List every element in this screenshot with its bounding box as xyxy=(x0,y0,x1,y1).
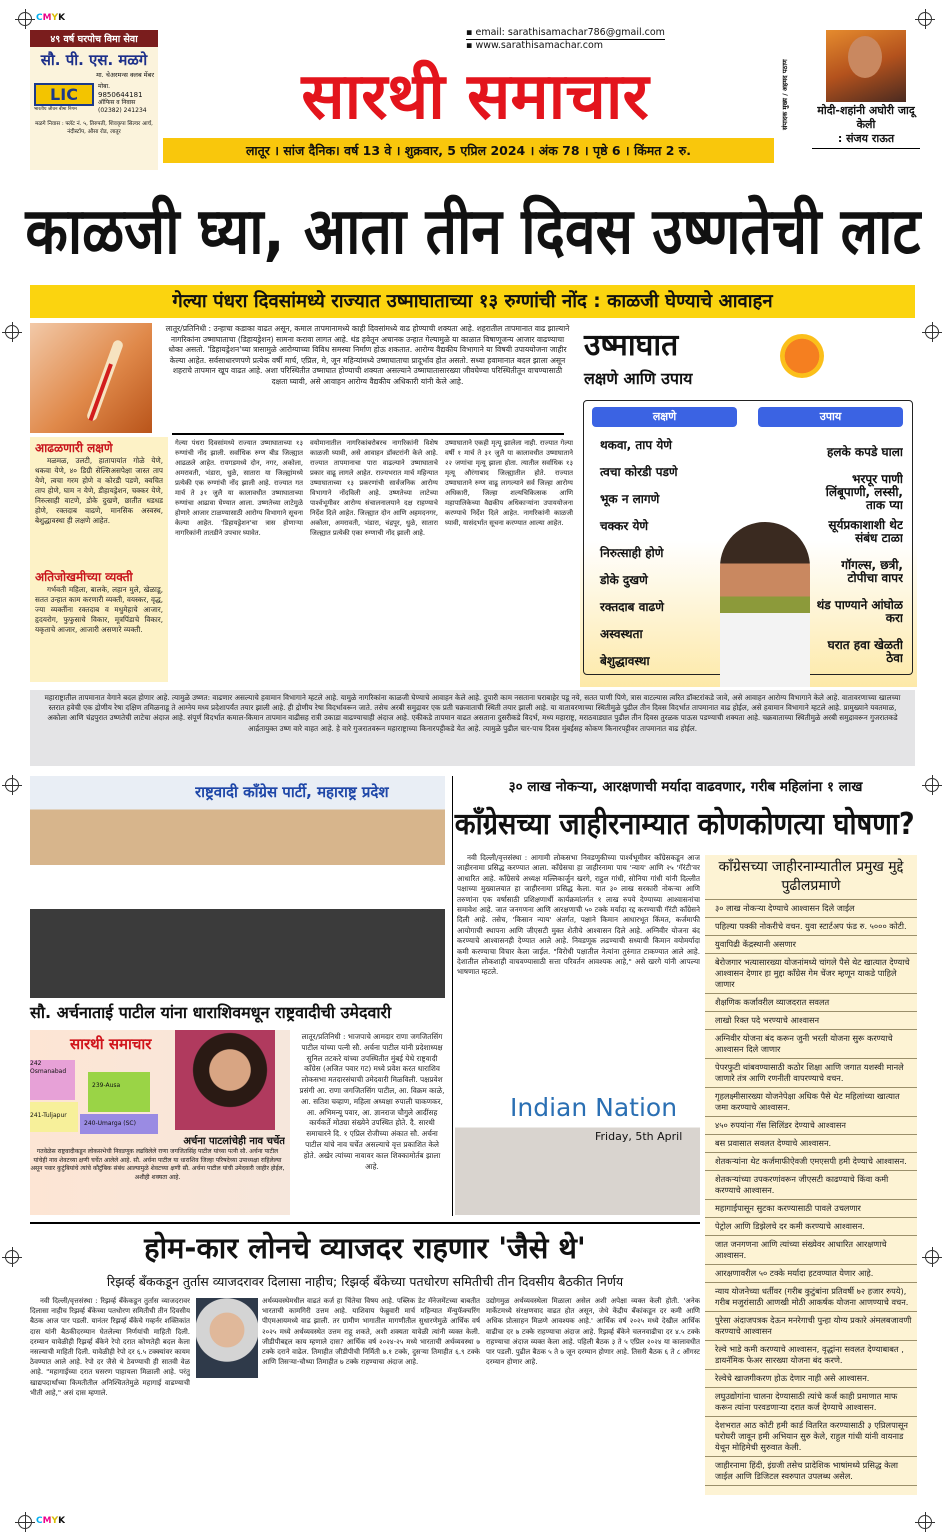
remedy-item: थंड पाण्याने आंघोळ करा xyxy=(816,598,903,625)
remedy-item: गॉगल्स, छत्री, टोपीचा वापर xyxy=(841,558,903,585)
manifesto-item: जात जनगणना आणि त्यांच्या संख्येवर आधारित आरक्षणाचे आश्वासन. xyxy=(705,1236,917,1265)
ad-address: मळगे निवास : फ्लॅट नं. ५, तिरुपती, शिवकृपा सिल्वर आर्च, नंदीस्टॉप, औसा रोड, लातूर xyxy=(35,121,153,135)
manifesto-item: पुरेसा अंदाजपत्रक देऊन मनरेगाची पुन्हा योग्य प्रकारे अंमलबजावणी करण्याचे आश्वासन xyxy=(705,1312,917,1341)
map-label: 240-Umarga (SC) xyxy=(84,1120,136,1127)
map-label: 242 Osmanabad xyxy=(30,1060,67,1075)
ncp-box-title: अर्चना पाटलांचेही नाव चर्चेत xyxy=(183,1136,285,1147)
side-story-title: मोदी-शहांनी अघोरी जादू केली xyxy=(817,104,915,131)
ad-banner xyxy=(30,30,158,47)
heat-thermometer-photo xyxy=(30,323,152,433)
symptoms-tab: लक्षणे xyxy=(592,407,737,427)
manifesto-item: पेट्रोल आणि डिझेलचे दर कमी करण्याचे आश्वासन. xyxy=(705,1218,917,1236)
ncp-map-graphic xyxy=(30,1030,290,1215)
congress-article-text: नवी दिल्ली/वृत्तसंस्था : आगामी लोकसभा निवडणुकीच्या पार्श्वभूमीवर काँग्रेसकडून आज जाहीरनामा प्रसिद्ध करण्यात आला. काँग्रेसचा हा जाहीरनामा पाच 'न्याय' आणि २५ 'गॅरंटी'वर आधारित आहे. काँग्रेसचे अध्यक्ष मल्लिकार्जुन खरगे, राहुल गांधी, सोनिया गांधी यांनी दिल्लीत पक्षाच्या मुख्यालयात हा जाहीरनामा प्रसिद्ध केला. यात ३० लाख सरकारी नोकऱ्या आणि तरुणांना एक वर्षासाठी प्रशिक्षणार्थी कार्यक्रमांतर्गत १ लाख रुपये देण्याच्या आश्वासनांचा समावेश आहे. जात जनगणना आणि आरक्षणाची ५० टक्के मर्यादा रद्द करण्याची गॅरंटी काँग्रेसने दिली आहे. तसेच, 'किसान न्याय' अंतर्गत, पक्षाने किमान आधारभूत किंमत, कर्जमाफी आयोगाची स्थापना आणि जीएसटी मुक्त शेतीचे आश्वासन दिले आहे. अग्निवीर योजना बंद करण्याचे आश्वासनही देण्यात आले आहे. निवडणूक लढण्याची सध्याची किमान वयोमर्यादा कमी करण्याचा विचार केला जाईल. "विरोधी पक्षातील नेत्यांना तुरुंगात टाकण्यात आले आहे. देशातील लोकशाही वाचवण्यासाठी सत्ता परिवर्तन आवश्यक आहे," असे खरगे यांनी आपल्या भाषणात म्हटले. xyxy=(457,853,700,977)
remedies-list xyxy=(808,432,903,672)
registration-mark xyxy=(925,778,939,792)
rbi-subhead-text: रिझर्व्ह बँककडून तुर्तास व्याजदरावर दिलासा नाहीच; रिझर्व्ह बँकेच्या पतधोरण समितीची तीन दिवसीय बैठकीत निर्णय xyxy=(106,1274,624,1289)
masthead-info-bar xyxy=(163,138,774,163)
manifesto-item: रेल्वे भाडे कमी करण्याचे आश्वासन, वृद्धांना सवलत देण्याबाबत , डायनॅमिक फेअर सारख्या योजना बंद करणे. xyxy=(705,1341,917,1370)
registration-mark xyxy=(18,12,32,26)
rbi-column-1: नवी दिल्ली/वृत्तसंस्था : रिझर्व्ह बँकेकडून तुर्तास व्याजदरावर दिलासा नाहीच रिझर्व्ह बँकेच्या पतधोरण समितीची तीन दिवसीय बैठक आज पार पडली. यानंतर रिझर्व्ह बँकेचे गव्हर्नर शक्तिकांत दास यांनी बैठकीदरम्यान घेतलेल्या निर्णयांची माहिती दिली. दरम्यान यावेळीही रिझर्व्ह बँकेने रेपो दरात कोणतेही बदल केला नसल्याची माहिती दिली. यावेळीही रेपो दर ६.५ टक्क्यांवर कायम ठेवण्यात आले आहे. रेपो दर जैसे थे ठेवण्याची ही सातवी वेळ आहे. "महागाईच्या दरात घसरण पाहायला मिळाली आहे. परंतु खाद्यपदार्थांच्या किमतीतील अनिश्चिततेमुळे महागाई वाढण्याची भीती आहे," असं दास म्हणाले. xyxy=(30,1297,190,1397)
lead-column-1: गेल्या पंधरा दिवसांमध्ये राज्यात उष्माघाताच्या १३ रुग्णांची नोंद झाली. सर्वाधिक रुग्ण बीड जिल्ह्यात आढळले आहेत. रायगडमध्ये दोन, नगर, अकोला, अमरावती, भंडारा, धुळे, सातारा या जिल्ह्यांमध्ये प्रत्येकी एक रुग्णांची नोंद झाली आहे. राज्यात गत मार्च ते ३१ जुलै या कालावधीत उष्माघाताच्या रुग्णांचा आढावा घेण्यात आला. उष्णतेच्या लाटेमुळे होणारे आजार टाळण्यासाठी आरोग्य विभागाने सूचना केल्या आहेत. 'डिहायड्रेशन'चा त्रास होणाऱ्या नागरिकांनी तातडीने उपचार घ्यावेत. xyxy=(175,439,303,537)
contact-website[interactable]: ▪ www.sarathisamachar.com xyxy=(466,40,604,51)
manifesto-item: ३० लाख नोकऱ्या देण्याचे आश्वासन दिले जाईल xyxy=(705,900,917,918)
manifesto-item: ४५० रुपयांना गॅस सिलिंडर देण्याचे आश्वासन xyxy=(705,1117,917,1135)
remedy-item: हलके कपडे घाला xyxy=(827,444,903,459)
manifesto-list xyxy=(705,900,917,1486)
map-region-umarga xyxy=(80,1114,158,1134)
infographic-subtitle: लक्षणे आणि उपाय xyxy=(584,369,693,388)
weather-summary: महाराष्ट्रातील तापमानात वेगाने बदल होणार आहे. त्यामुळे उष्णत: वाढणार असल्याचे हवामान विभागाने म्हटले आहे. यामुळे नागरिकांना काळजी घेण्याचे आवाहन केले आहे. दुपारी काम नसताना घराबाहेर पडू नये, सतत पाणी पिणे, त्रास वाटल्यास त्वरित डॉक्टरांकडे जावे, असे आवाहन आरोग्य विभागाने केले आहे. वातावरणाच्या खालच्या स्तरात हवेची एक द्रोणीय रेषा दक्षिण तमिळनाडू ते आग्नेय मध्य प्रदेशापर्यंत तयार झाली आहे. ही द्रोणीय रेषा विदर्भावरून जाते. तसेच अरबी समुद्रावर एक प्रती चक्रवाताची स्थिती तयार झाली आहे. या वातावरणाच्या स्थितीमुळे पुढील तीन दिवस विदर्भात तापमानात वाढ होईल, असे हवामान विभागाने म्हटले आहे. प्रामुख्याने यवतमाळ, अकोला आणि चंद्रपुरात उष्णतेची लाटेचा अंदाज आहे. संपूर्ण विदर्भात कमाल-किमान तापमान वाढीसह रात्री उकाडा वाढण्याचाही अंदाज आहे. एकीकडे तापमान वाढत असताना दुसरीकडे विदर्भ, मध्य महाराष्ट्र, मराठवाड्यात पुढील तीन दिवस तुरळक पाऊस पडण्याची शक्यता आहे. चक्रवाताच्या स्थितीमुळे अरबी समुद्रावरून गुजरातकडे आर्द्रतायुक्त उष्ण वारे वाहत आहे. हे वारे गुजरातवरून महाराष्ट्राच्या किनारपट्टीकडे येत आहे. त्यामुळे पुढील चार-पाच दिवस मुंबईसह कोकण किनारपट्टीवर तापमानात वाढ होईल. xyxy=(30,690,915,766)
ncp-banner: राष्ट्रवादी काँग्रेस पार्टी, महाराष्ट्र प्रदेश xyxy=(195,783,389,801)
side-story-byline: : संजय राऊत xyxy=(837,132,895,145)
symptoms-list xyxy=(600,432,725,675)
masthead-title-text: सारथी समाचार xyxy=(301,60,649,134)
high-risk-text: गर्भवती महिला, बालके, लहान मुले, खेळाडू, सतत उन्हात काम करणारी व्यक्ती, वयस्कर, वृद्ध, ज्या व्यक्तींना रक्तदाब व मधुमेहाचे आजार, हृदयरोग, फुफुसाचे विकार, मूत्रपिंडाचे विकार, यकृताचे आजार, आजारी असणारे व्यक्ती. xyxy=(35,585,163,634)
masthead-title xyxy=(185,58,765,136)
lead-headline xyxy=(25,188,920,276)
contact-email[interactable]: ▪ email: sarathisamachar786@gmail.com xyxy=(466,27,665,38)
registration-mark xyxy=(925,325,939,339)
lic-advertisement xyxy=(30,30,158,170)
symptom-item: त्वचा कोरडी पडणे xyxy=(600,465,678,479)
high-risk-heading: अतिजोखमीच्या व्यक्ती xyxy=(35,570,133,584)
ad-title xyxy=(30,70,158,79)
rbi-column-3: उद्योगमुळ अर्थव्यवस्थेला मिळाला असेल अशी अपेक्षा व्यक्त केली होती. 'अनेक मार्केटमध्ये संरक्षणवाद वाढत होत असून, जेथे केंद्रीय बँकांकडून दर कमी आणि अधिक प्रोत्साहन मिळणे आवश्यक आहे.' आर्थिक वर्ष २०२५ मध्ये देखील आर्थिक वाढीचा दर ७ टक्के राहण्याचा अंदाज आहे. रिझर्व्ह बँकेने चलनवाढीचा दर ४.५ टक्के राहण्याचा अंदाज व्यक्त केला आहे. पहिली बैठक ३ ते ५ एप्रिल २०२४ या कालावधीत पार पडली. पुढील बैठक ५ ते ७ जून दरम्यान होणार आहे. तिसरी बैठक ६ ते ८ ऑगस्ट दरम्यान होणार आहे. xyxy=(486,1297,700,1367)
manifesto-item: जाहीरनामा हिंदी, इंग्रजी तसेच प्रादेशिक भाषांमध्ये प्रसिद्ध केला जाईल आणि डिजिटल स्वरुपात उपलब्ध असेल. xyxy=(705,1457,917,1486)
shaktikanta-das-photo xyxy=(196,1298,258,1378)
website-text: www.sarathisamachar.com xyxy=(475,40,604,51)
manifesto-item: न्याय योजनेच्या धर्तीवर (गरीब कुटुंबांना प्रतिवर्षी ७२ हजार रुपये), गरीब मजुरांसाठी आणखी मोठी आकर्षक योजना आणण्याचे वचन. xyxy=(705,1283,917,1312)
manifesto-item: लाखो रिक्त पदे भरण्याचे आश्वासन xyxy=(705,1012,917,1030)
office-label: ऑफिस व निवास xyxy=(98,99,136,106)
phone-label: मोबा. xyxy=(98,83,111,90)
manifesto-title: काँग्रेसच्या जाहीरनाम्यातील प्रमुख मुद्दे पुढीलप्रमाणे xyxy=(705,855,917,900)
lead-subhead-text: गेल्या पंधरा दिवसांमध्ये राज्यात उष्माघाताच्या १३ रुग्णांची नोंद : काळजी घेण्याचे आवाहन xyxy=(172,291,773,312)
symptom-item: भूक न लागणे xyxy=(600,492,660,506)
infographic-title: उष्माघात xyxy=(584,328,679,363)
lic-logo-subtitle: भारतीय जीवन बीमा निगम xyxy=(34,107,77,112)
manifesto-item: पेपरफुटी थांबवण्यासाठी कठोर शिक्षा आणि जगात यशस्वी मानले जाणारे तंत्र आणि रणनीती वापरण्याचे वचन. xyxy=(705,1059,917,1088)
ncp-box-text: गतवेळेस राष्ट्रवादीकडून लोकसभेची निवडणूक लढविलेले राणा जगजितसिंह पाटील यांच्या पत्नी सौ. अर्चना पाटील यांचेही नाव शेवटच्या क्षणी चर्चेत आलेले आहे. सौ. अर्चना पाटील या धाराशिव जिल्हा परिषदेच्या उपाध्यक्षा राहिलेल्या असून पवार कुटुंबियांचे त्यांचे कौटुंबिक संबंध आल्यामुळे शेवटच्या क्षणी सौ. अर्चना पाटील यांची उमेदवारी जाहीर होईल, अशीही शक्यता आहे. xyxy=(30,1148,285,1181)
symptom-item: अस्वस्थता xyxy=(600,627,643,641)
cmyk-mark: CMYK xyxy=(36,13,66,23)
manifesto-item: शेतकऱ्यांच्या उपकरणांवरून जीएसटी काढण्याचे किंवा कमी करण्याचे आश्वासन. xyxy=(705,1171,917,1200)
office-phone: (02382) 241234 xyxy=(98,107,147,114)
ad-phone: 9850644181 xyxy=(98,91,143,99)
registration-mark xyxy=(5,778,19,792)
map-label: 241-Tuljapur xyxy=(30,1112,67,1119)
man-shading-eyes-photo xyxy=(720,522,810,687)
map-region-tuljapur xyxy=(30,1102,78,1132)
symptom-item: चक्कर येणे xyxy=(600,519,649,533)
ad-title-text: मा. चेअरमन्स क्लब मेंबर xyxy=(96,71,154,79)
manifesto-item: बेरोजगार भत्यासारख्या योजनांमध्ये चांगले पैसे थेट खात्यात देण्याचे आश्वासन देणार हा मुद्दा काँग्रेस गेम चेंजर म्हणून याकडे पाहिले जाणार xyxy=(705,954,917,994)
rbi-column-2: अर्थव्यवस्थेमधील वाढतं कर्ज हा चिंतेचा विषय आहे. पब्लिक डेट मॅनेजमेंटच्या बाबतीत भारताची कामगिरी उत्तम आहे. याशिवाय फेब्रुवारी मार्च महिन्यात मॅन्युफॅक्चरिंग पीएमआयमध्ये वाढ झाली. तर ग्रामीण भागातील मागणीतील सुधारणेमुळे आर्थिक वर्ष २०२५ मध्ये अर्थव्यवस्थेत उत्तम राहू शकते, अशी शक्यता यावेळी त्यांनी व्यक्त केली. जीडीपीबद्दल काय म्हणाले दास? आर्थिक वर्ष २०२४-२५ मध्ये भारताची अर्थव्यवस्था ७ टक्के दराने वाढेल. तिमाहीत जीडीपीची निर्मिती ७.१ टक्के, दुसऱ्या तिमाहीत ६.९ टक्के आणि तिसऱ्या-चौथ्या तिमाहीत ७ टक्के राहण्याचा अंदाज आहे. xyxy=(262,1297,480,1367)
masthead-info-text: लातूर । सांज दैनिक। वर्ष 13 वे । शुक्रवार, 5 एप्रिल 2024 । अंक 78 । पृष्ठे 6 । किंमत 2 रु. xyxy=(245,143,692,158)
lic-logo: LIC xyxy=(34,83,94,106)
ad-banner-text: ४९ वर्ष घरपोच विमा सेवा xyxy=(50,34,138,45)
archana-patil-photo xyxy=(175,1030,275,1130)
manifesto-item: देशभरात आठ कोटी हमी कार्ड वितरित करण्यासाठी ३ एप्रिलपासून घरोघरी जावून हमी अभियान सुरु केले, राहुल गांधी यांनी वायनाड येथून मोहिमेची सुरुवात केली. xyxy=(705,1417,917,1457)
heatstroke-infographic xyxy=(580,322,917,687)
rbi-headline xyxy=(30,1226,700,1270)
map-label: 239-Ausa xyxy=(92,1082,121,1089)
symptom-item: थकवा, ताप येणे xyxy=(600,438,672,452)
manifesto-item: शेतकऱ्यांना थेट कर्जमाफीऐवजी एमएसपी हमी देण्याचे आश्वासन. xyxy=(705,1153,917,1171)
lead-column-2: वयोमानातील नागरिकांबरोबरच नागरिकांनी विशेष काळजी घ्यावी, असे आवाहन डॉक्टरांनी केले आहे. राज्यात तापमानाचा पारा वाढल्याने उष्माघाताचे प्रकार वाढू लागले आहेत. राज्यभरात मार्च महिन्यात उष्माघाताच्या १३ प्रकरणांची सार्वजनिक आरोग्य विभागाने नोंदविली आहे. उष्णतेच्या लाटेच्या पार्श्वभूमीवर आरोग्य संचालनालयाने दक्ष राहण्याचे निर्देश दिले आहेत. जिल्ह्यात दोन आणि अहमदनगर, अकोला, अमरावती, भंडारा, चंद्रपूर, धुळे, सातारा जिल्ह्यात प्रत्येकी एका रुग्णाची नोंद झाली आहे. xyxy=(310,439,438,537)
registration-mark xyxy=(5,325,19,339)
manifesto-item: शैक्षणिक कर्जावरील व्याजदरात सवलत xyxy=(705,994,917,1012)
manifesto-item: महागाईपासून सुटका करण्यासाठी पावले उचलणार xyxy=(705,1200,917,1218)
registration-mark xyxy=(918,1515,932,1529)
ncp-headline xyxy=(30,1001,448,1025)
sanjay-raut-photo xyxy=(826,30,906,102)
rbi-headline-text: होम-कार लोनचे व्याजदर राहणार 'जैसे थे' xyxy=(144,1231,586,1265)
registration-mark xyxy=(925,1250,939,1264)
congress-headline xyxy=(455,801,915,849)
lead-column-3: उष्माघाताने एकही मृत्यू झालेला नाही. राज्यात गेल्या वर्षी १ मार्च ते ३१ जुलै या कालावधीत उष्माघाताने २२ जणांचा मृत्यू झाला होता. त्यातील सर्वाधिक १३ मृत्यू औरंगाबाद जिल्ह्यातील होते. राज्यात उष्माघाताने रुग्ण वाढू लागल्याने सर्व जिल्हा आरोग्य अधिकारी, जिल्हा शल्यचिकित्सक आणि महापालिकेच्या वैद्यकीय अधिकाऱ्यांना उपाययोजना करण्याचे निर्देश दिले आहेत. नागरिकांनी काळजी घ्यावी, यासंदर्भात सूचना करण्यात आल्या आहेत. xyxy=(445,439,573,527)
ncp-event-photo xyxy=(30,776,445,998)
registration-mark xyxy=(5,1250,19,1264)
manifesto-item: गृहलक्ष्मीसारख्या योजनेपेक्षा अधिक पैसे थेट महिलांच्या खात्यात जमा करण्याचे आश्वासन. xyxy=(705,1088,917,1117)
manifesto-item: लघुउद्योगांना चालना देण्यासाठी त्यांचे कर्ज काही प्रमाणात माफ करून त्यांना परवडणाऱ्या दरात कर्ज देण्याचे आश्वासन. xyxy=(705,1388,917,1417)
symptom-item: निरुत्साही होणे xyxy=(600,546,664,560)
side-story[interactable] xyxy=(812,104,920,149)
lead-headline-text: काळजी घ्या, आता तीन दिवस उष्णतेची लाट xyxy=(25,195,921,269)
manifesto-item: अग्निवीर योजना बंद करून जुनी भरती योजना सुरू करण्याचे आश्वासन दिले जाणार xyxy=(705,1030,917,1059)
congress-kicker-text: ३० लाख नोकऱ्या, आरक्षणाची मर्यादा वाढवणार, गरीब महिलांना १ लाख xyxy=(508,779,863,795)
remedy-item: सूर्यप्रकाशाशी थेट संबंध टाळा xyxy=(828,518,903,545)
manifesto-item: युवापिढी केंद्रस्थानी असणार xyxy=(705,936,917,954)
ncp-headline-text: सौ. अर्चनाताई पाटील यांना धाराशिवमधून राष्ट्रवादीची उमेदवारी xyxy=(30,1003,392,1022)
manifesto-points-box xyxy=(705,855,917,1495)
lead-subhead xyxy=(30,285,915,318)
remedy-item: घरात हवा खेळती ठेवा xyxy=(827,638,903,665)
map-region-ausa xyxy=(88,1072,150,1112)
congress-kicker xyxy=(458,777,913,797)
registration-mark xyxy=(18,1515,32,1529)
sarathi-logo: सारथी समाचार xyxy=(70,1035,152,1053)
ad-name xyxy=(30,50,158,70)
remedies-tab: उपाय xyxy=(758,407,903,427)
manifesto-item: पहिल्या पक्की नोकरीचे वचन. युवा स्टार्टअप फंड रु. ५००० कोटी. xyxy=(705,918,917,936)
congress-manifesto-photo xyxy=(455,1090,700,1215)
heat-sidebar xyxy=(30,437,168,682)
column-rule xyxy=(452,776,453,1216)
cmyk-mark: CMYK xyxy=(36,1516,66,1526)
manifesto-item: बस प्रवासात सवलत देण्याचे आश्वासन. xyxy=(705,1135,917,1153)
congress-headline-text: काँग्रेसच्या जाहीरनाम्यात कोणकोणत्या घोषणा? xyxy=(455,807,915,842)
banner-date: Friday, 5th April xyxy=(595,1130,683,1143)
symptom-item: डोके दुखणे xyxy=(600,573,648,587)
lead-intro: लातूर/प्रतिनिधी : उन्हाचा कडाका वाढत असून, कमाल तापमानामध्ये काही दिवसांमध्ये वाढ होण्याची शक्यता आहे. शहरातील तापमानात वाढ झाल्याने नागरिकांना उष्माघाताचा (डिहायड्रेशन) सामना करावा लागत आहे. थंड हवेतून अचानक उन्हात गेल्यामुळे या काळात विषाणूजन्य आजार वाढण्याचा धोका असतो. 'डिहायड्रेशन'च्या त्रासामुळे आरोग्याच्या विविध समस्या निर्माण होऊ शकतात. आरोग्य वैद्यकीय विभागाने या विषयी उपाययोजना जाहीर केल्या आहेत. सर्वसाधारणपणे प्रत्येक वर्षी मार्च, एप्रिल, मे, जून महिन्यांमध्ये उष्माघाताचा प्रादूर्भाव होत असतो. सध्या हवामानात बदल झाला असून शहराचे तापमान खूप वाढत आहे. अशा परिस्थितीत उष्माघात होण्याची शक्यता असल्याने उष्माघातासारख्या जीवघेण्या परिस्थितीतून वाचण्यासाठी दक्षता घ्यावी, असे आवाहन आरोग्य वैद्यकीय अधिकारी यांनी केले आहे. xyxy=(165,324,570,386)
manifesto-item: आरक्षणावरील ५० टक्के मर्यादा हटवण्यात येणार आहे. xyxy=(705,1265,917,1283)
divider xyxy=(172,433,564,435)
registration-mark xyxy=(918,12,932,26)
symptoms-text: मळमळ, उलटी, हातापायांत गोळे येणे, थकवा येणे, ४० डिग्री सेल्सिअसपेक्षा जास्त ताप येणे, त्वचा गरम होणे व कोरडी पडणे, क्वचित ताप होणे, घाम न येणे, डीहायड्रेशन, चक्कर येणे, निरुत्साही वाटणे, डोके दुखणे, छातीत धडधड होणे, रक्तदाब वाढणे, मानसिक अस्वस्थ, बेशुद्धावस्था ही लक्षणे आहेत. xyxy=(35,456,163,525)
sun-icon xyxy=(780,334,824,378)
symptom-item: रक्तदाब वाढणे xyxy=(600,600,664,614)
manifesto-item: रेल्वेचे खाजगीकरण होऊ देणार नाही असे आश्वासन. xyxy=(705,1370,917,1388)
ad-name-text: सौ. पी. एस. मळगे xyxy=(40,51,148,69)
symptoms-heading: आढळणारी लक्षणे xyxy=(35,441,113,455)
editor-credit: संपादक मुख्य / अहमद पठाण xyxy=(781,59,789,131)
symptom-item: बेशुद्धावस्था xyxy=(600,654,650,668)
remedy-item: भरपूर पाणी लिंबूपाणी, लस्सी, ताक प्या xyxy=(825,472,903,512)
map-region-osmanabad xyxy=(30,1060,75,1100)
divider xyxy=(30,1222,700,1224)
indian-nation-banner: Indian Nation xyxy=(510,1093,678,1122)
rbi-subhead xyxy=(30,1273,700,1291)
email-text: email: sarathisamachar786@gmail.com xyxy=(475,27,665,38)
ncp-article-text: लातूर/प्रतिनिधी : भाजपाचे आमदार राणा जगजितसिंग पाटील यांच्या पत्नी सौ. अर्चना पाटील यांनी प्रदेशाध्यक्ष सुनिल तटकरे यांच्या उपस्थितीत मुंबई येथे राष्ट्रवादी काँग्रेस (अजित पवार गट) मध्ये प्रवेश करत धाराशिव लोकसभा मतदारसंघाची उमेदवारी मिळविली. पक्षप्रवेश प्रसंगी आ. राणा जगजितसिंग पाटील, आ. विक्रम काळे, आ. सतिश चव्हाण, महिला अध्यक्षा रुपाली चाकणकर, आ. अभिमन्यू पवार, आ. ज्ञानराज चौगुले आदींसह कार्यकर्ते मोठ्या संख्येने उपस्थित होते. दै. सारथी समाचारने दि. १ एप्रिल रोजीच्या अंकात सौ. अर्चना पाटील यांचे नाव चर्चेत असल्याचे वृत्त प्रकाशित केले होते. अखेर त्यांच्या नावावर काल शिक्कामोर्तब झाला आहे. xyxy=(299,1032,445,1171)
